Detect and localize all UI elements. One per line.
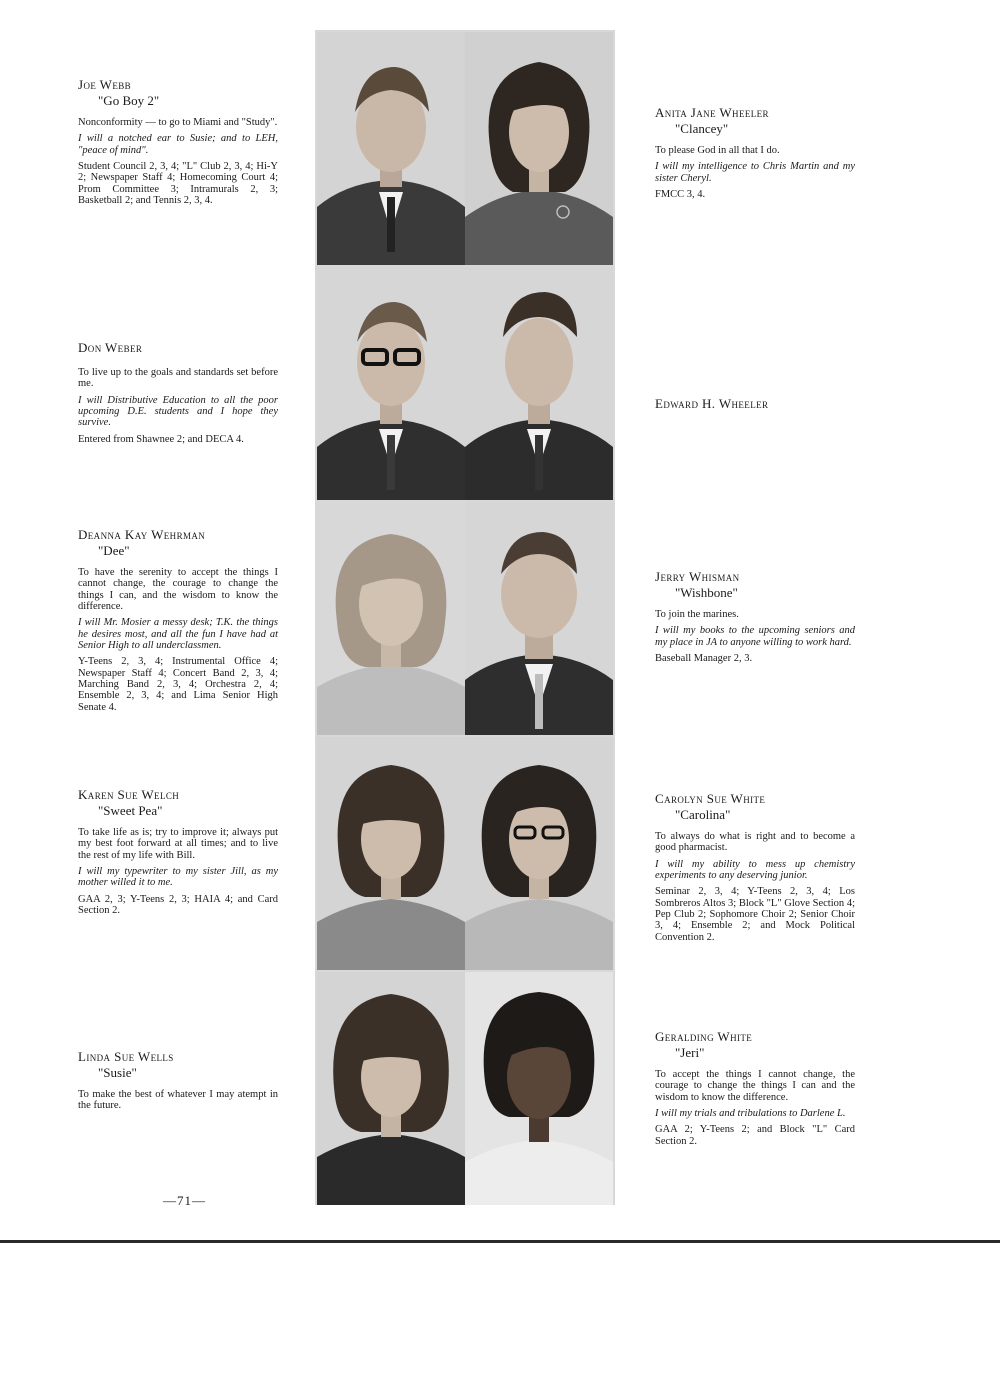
student-ambition: To join the marines. bbox=[655, 609, 739, 621]
student-name: Geralding White bbox=[655, 1029, 753, 1044]
senior-entry-anita-jane-wheeler bbox=[655, 106, 855, 205]
student-activities: Y-Teens 2, 3, 4; Instrumental Office 4; Newspaper Staff 4; Concert Band 2, 3, 4; Marching Band 2, 3, 4; Orchestra 2, 4; Ensemble 2, 3, 4; and Lima Senior High Senate 4. bbox=[78, 656, 278, 713]
student-nickname: "Sweet Pea" bbox=[98, 803, 163, 819]
portrait-photo-jerry-whisman bbox=[465, 502, 613, 735]
student-name: Jerry Whisman bbox=[655, 569, 740, 584]
student-activities: Student Council 2, 3, 4; "L" Club 2, 3, 4; Hi-Y 2; Newspaper Staff 4; Homecoming Court 4; Prom Committee 3; Intramurals 2, 3; Basketball 2; and Tennis 2, 3, 4. bbox=[78, 161, 278, 207]
student-name: Don Weber bbox=[78, 340, 143, 355]
portrait-photo-grid bbox=[315, 30, 615, 1205]
student-ambition: To make the best of whatever I may atempt in the future. bbox=[78, 1089, 278, 1112]
student-will: I will my ability to mess up chemistry experiments to any deserving junior. bbox=[655, 858, 855, 882]
student-ambition: To please God in all that I do. bbox=[655, 145, 780, 157]
student-will: I will Mr. Mosier a messy desk; T.K. the things he desires most, and all the fun I have had at Senior High to all underclassmen. bbox=[78, 617, 278, 652]
student-nickname: "Carolina" bbox=[675, 807, 731, 823]
portrait-photo-carolyn-sue-white bbox=[465, 737, 613, 970]
portrait-photo-edward-h-wheeler bbox=[465, 267, 613, 500]
page-number: —71— bbox=[163, 1193, 206, 1208]
senior-entry-karen-sue-welch bbox=[78, 788, 278, 921]
student-name: Anita Jane Wheeler bbox=[655, 105, 769, 120]
student-activities: GAA 2; Y-Teens 2; and Block "L" Card Section 2. bbox=[655, 1124, 855, 1147]
student-name: Edward H. Wheeler bbox=[655, 396, 769, 411]
student-name: Carolyn Sue White bbox=[655, 791, 766, 806]
student-activities: Entered from Shawnee 2; and DECA 4. bbox=[78, 433, 244, 445]
student-ambition: To accept the things I cannot change, the courage to change the things I can and the wisdom to know the difference. bbox=[655, 1069, 855, 1103]
student-will: I will my books to the upcoming seniors and my place in JA to anyone willing to work hard. bbox=[655, 625, 855, 648]
portrait-photo-karen-sue-welch bbox=[317, 737, 465, 970]
portrait-photo-anita-jane-wheeler bbox=[465, 32, 613, 265]
senior-entry-edward-h-wheeler bbox=[655, 397, 855, 413]
senior-entry-joe-webb bbox=[78, 78, 278, 211]
student-ambition: To always do what is right and to become a good pharmacist. bbox=[655, 831, 855, 854]
student-will: I will my intelligence to Chris Martin and my sister Cheryl. bbox=[655, 161, 855, 184]
senior-entry-don-weber bbox=[78, 341, 278, 450]
student-ambition: To live up to the goals and standards set before me. bbox=[78, 367, 278, 390]
senior-entry-carolyn-sue-white bbox=[655, 792, 855, 948]
portrait-photo-geralding-white bbox=[465, 972, 613, 1205]
student-ambition: Nonconformity — to go to Miami and "Study". bbox=[78, 117, 278, 129]
senior-entry-geralding-white bbox=[655, 1030, 855, 1152]
portrait-photo-deanna-kay-wehrman bbox=[317, 502, 465, 735]
student-ambition: To have the serenity to accept the things I cannot change, the courage to change the things I can, and the wisdom to know the difference. bbox=[78, 567, 278, 613]
student-activities: Seminar 2, 3, 4; Y-Teens 2, 3, 4; Los Sombreros Altos 3; Block "L" Glove Section 4; Pep Club 2; Sophomore Choir 2; Senior Choir 3, 4; Ensemble 2; and Mock Political Convention 2. bbox=[655, 886, 855, 943]
student-name: Linda Sue Wells bbox=[78, 1049, 174, 1064]
student-name: Karen Sue Welch bbox=[78, 787, 180, 802]
senior-entry-jerry-whisman bbox=[655, 570, 855, 669]
senior-entry-linda-sue-wells bbox=[78, 1050, 278, 1117]
student-will: I will a notched ear to Susie; and to LEH, "peace of mind". bbox=[78, 133, 278, 156]
student-activities: GAA 2, 3; Y-Teens 2, 3; HAIA 4; and Card Section 2. bbox=[78, 893, 278, 917]
student-nickname: "Clancey" bbox=[675, 121, 729, 137]
student-activities: FMCC 3, 4. bbox=[655, 189, 706, 201]
student-nickname: "Jeri" bbox=[675, 1045, 705, 1061]
student-activities: Baseball Manager 2, 3. bbox=[655, 653, 753, 665]
student-will: I will my typewriter to my sister Jill, as my mother willed it to me. bbox=[78, 866, 278, 889]
page-edge-divider bbox=[0, 1240, 1000, 1243]
student-name: Deanna Kay Wehrman bbox=[78, 527, 206, 542]
senior-entry-deanna-kay-wehrman bbox=[78, 528, 278, 718]
student-nickname: "Dee" bbox=[98, 543, 130, 559]
student-nickname: "Susie" bbox=[98, 1065, 137, 1081]
student-name: Joe Webb bbox=[78, 77, 132, 92]
student-ambition: To take life as is; try to improve it; always put my best foot forward at all times; and to live the rest of my life with Bill. bbox=[78, 827, 278, 861]
portrait-photo-linda-sue-wells bbox=[317, 972, 465, 1205]
student-will: I will my trials and tribulations to Darlene L. bbox=[655, 1108, 846, 1120]
student-nickname: "Wishbone" bbox=[675, 585, 738, 601]
portrait-photo-don-weber bbox=[317, 267, 465, 500]
student-nickname: "Go Boy 2" bbox=[98, 93, 160, 109]
student-will: I will Distributive Education to all the poor upcoming D.E. students and I hope they survive. bbox=[78, 394, 278, 429]
portrait-photo-joe-webb bbox=[317, 32, 465, 265]
